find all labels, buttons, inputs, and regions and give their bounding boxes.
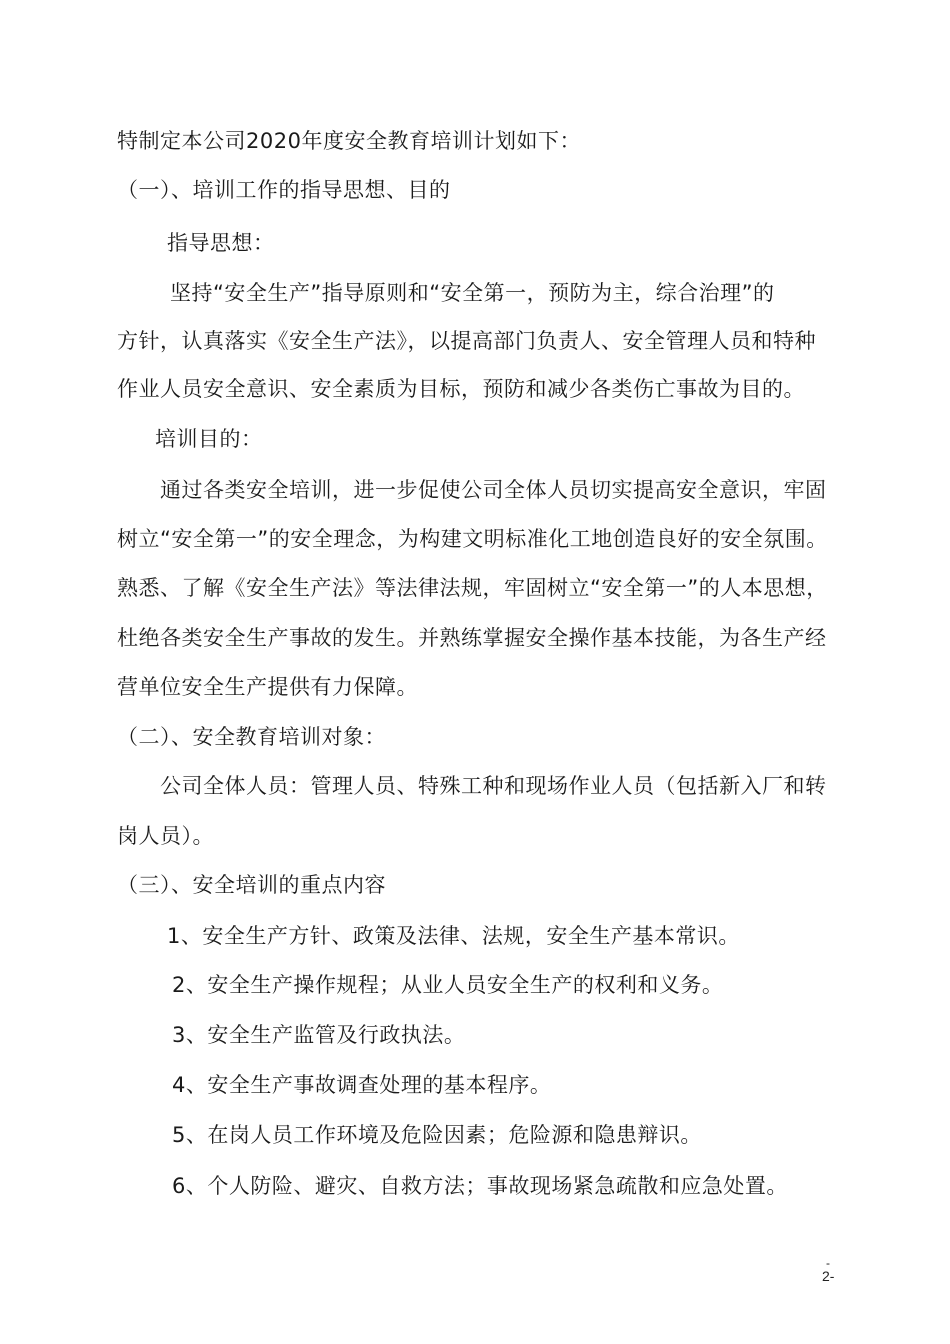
- intro-line: 特制定本公司2020年度安全教育培训计划如下：: [117, 129, 581, 153]
- list-item-3: 3、安全生产监管及行政执法。: [172, 1023, 466, 1047]
- section-1-heading: （一）、培训工作的指导思想、目的: [117, 178, 451, 202]
- training-purpose-text-3: 熟悉、了解《安全生产法》等法律法规，牢固树立“安全第一”的人本思想，: [117, 576, 828, 600]
- training-purpose-text-1: 通过各类安全培训，进一步促使公司全体人员切实提高安全意识，牢固: [160, 478, 827, 502]
- guiding-thought-text-2: 方针，认真落实《安全生产法》，以提高部门负责人、安全管理人员和特种: [117, 329, 816, 353]
- list-item-4: 4、安全生产事故调查处理的基本程序。: [172, 1073, 552, 1097]
- list-item-2: 2、安全生产操作规程；从业人员安全生产的权利和义务。: [172, 973, 724, 997]
- section-3-heading: （三）、安全培训的重点内容: [117, 873, 386, 897]
- guiding-thought-text-3: 作业人员安全意识、安全素质为目标，预防和减少各类伤亡事故为目的。: [117, 377, 805, 401]
- training-purpose-text-5: 营单位安全生产提供有力保障。: [117, 675, 418, 699]
- list-item-6: 6、个人防险、避灾、自救方法；事故现场紧急疏散和应急处置。: [172, 1174, 788, 1198]
- training-purpose-text-2: 树立“安全第一”的安全理念，为构建文明标准化工地创造良好的安全氛围。: [117, 527, 828, 551]
- training-purpose-text-4: 杜绝各类安全生产事故的发生。并熟练掌握安全操作基本技能，为各生产经: [117, 626, 827, 650]
- list-item-1: 1、安全生产方针、政策及法律、法规，安全生产基本常识。: [167, 924, 740, 948]
- training-target-text-2: 岗人员）。: [117, 824, 214, 848]
- page-number-dash: -: [826, 1256, 830, 1270]
- list-item-5: 5、在岗人员工作环境及危险因素；危险源和隐患辩识。: [172, 1123, 702, 1147]
- training-target-text-1: 公司全体人员：管理人员、特殊工种和现场作业人员（包括新入厂和转: [160, 774, 827, 798]
- training-purpose-label: 培训目的：: [155, 427, 263, 451]
- page-number: 2-: [822, 1268, 835, 1284]
- guiding-thought-label: 指导思想：: [167, 231, 275, 255]
- section-2-heading: （二）、安全教育培训对象：: [117, 725, 386, 749]
- guiding-thought-text-1: 坚持“安全生产”指导原则和“安全第一，预防为主，综合治理”的: [170, 281, 775, 305]
